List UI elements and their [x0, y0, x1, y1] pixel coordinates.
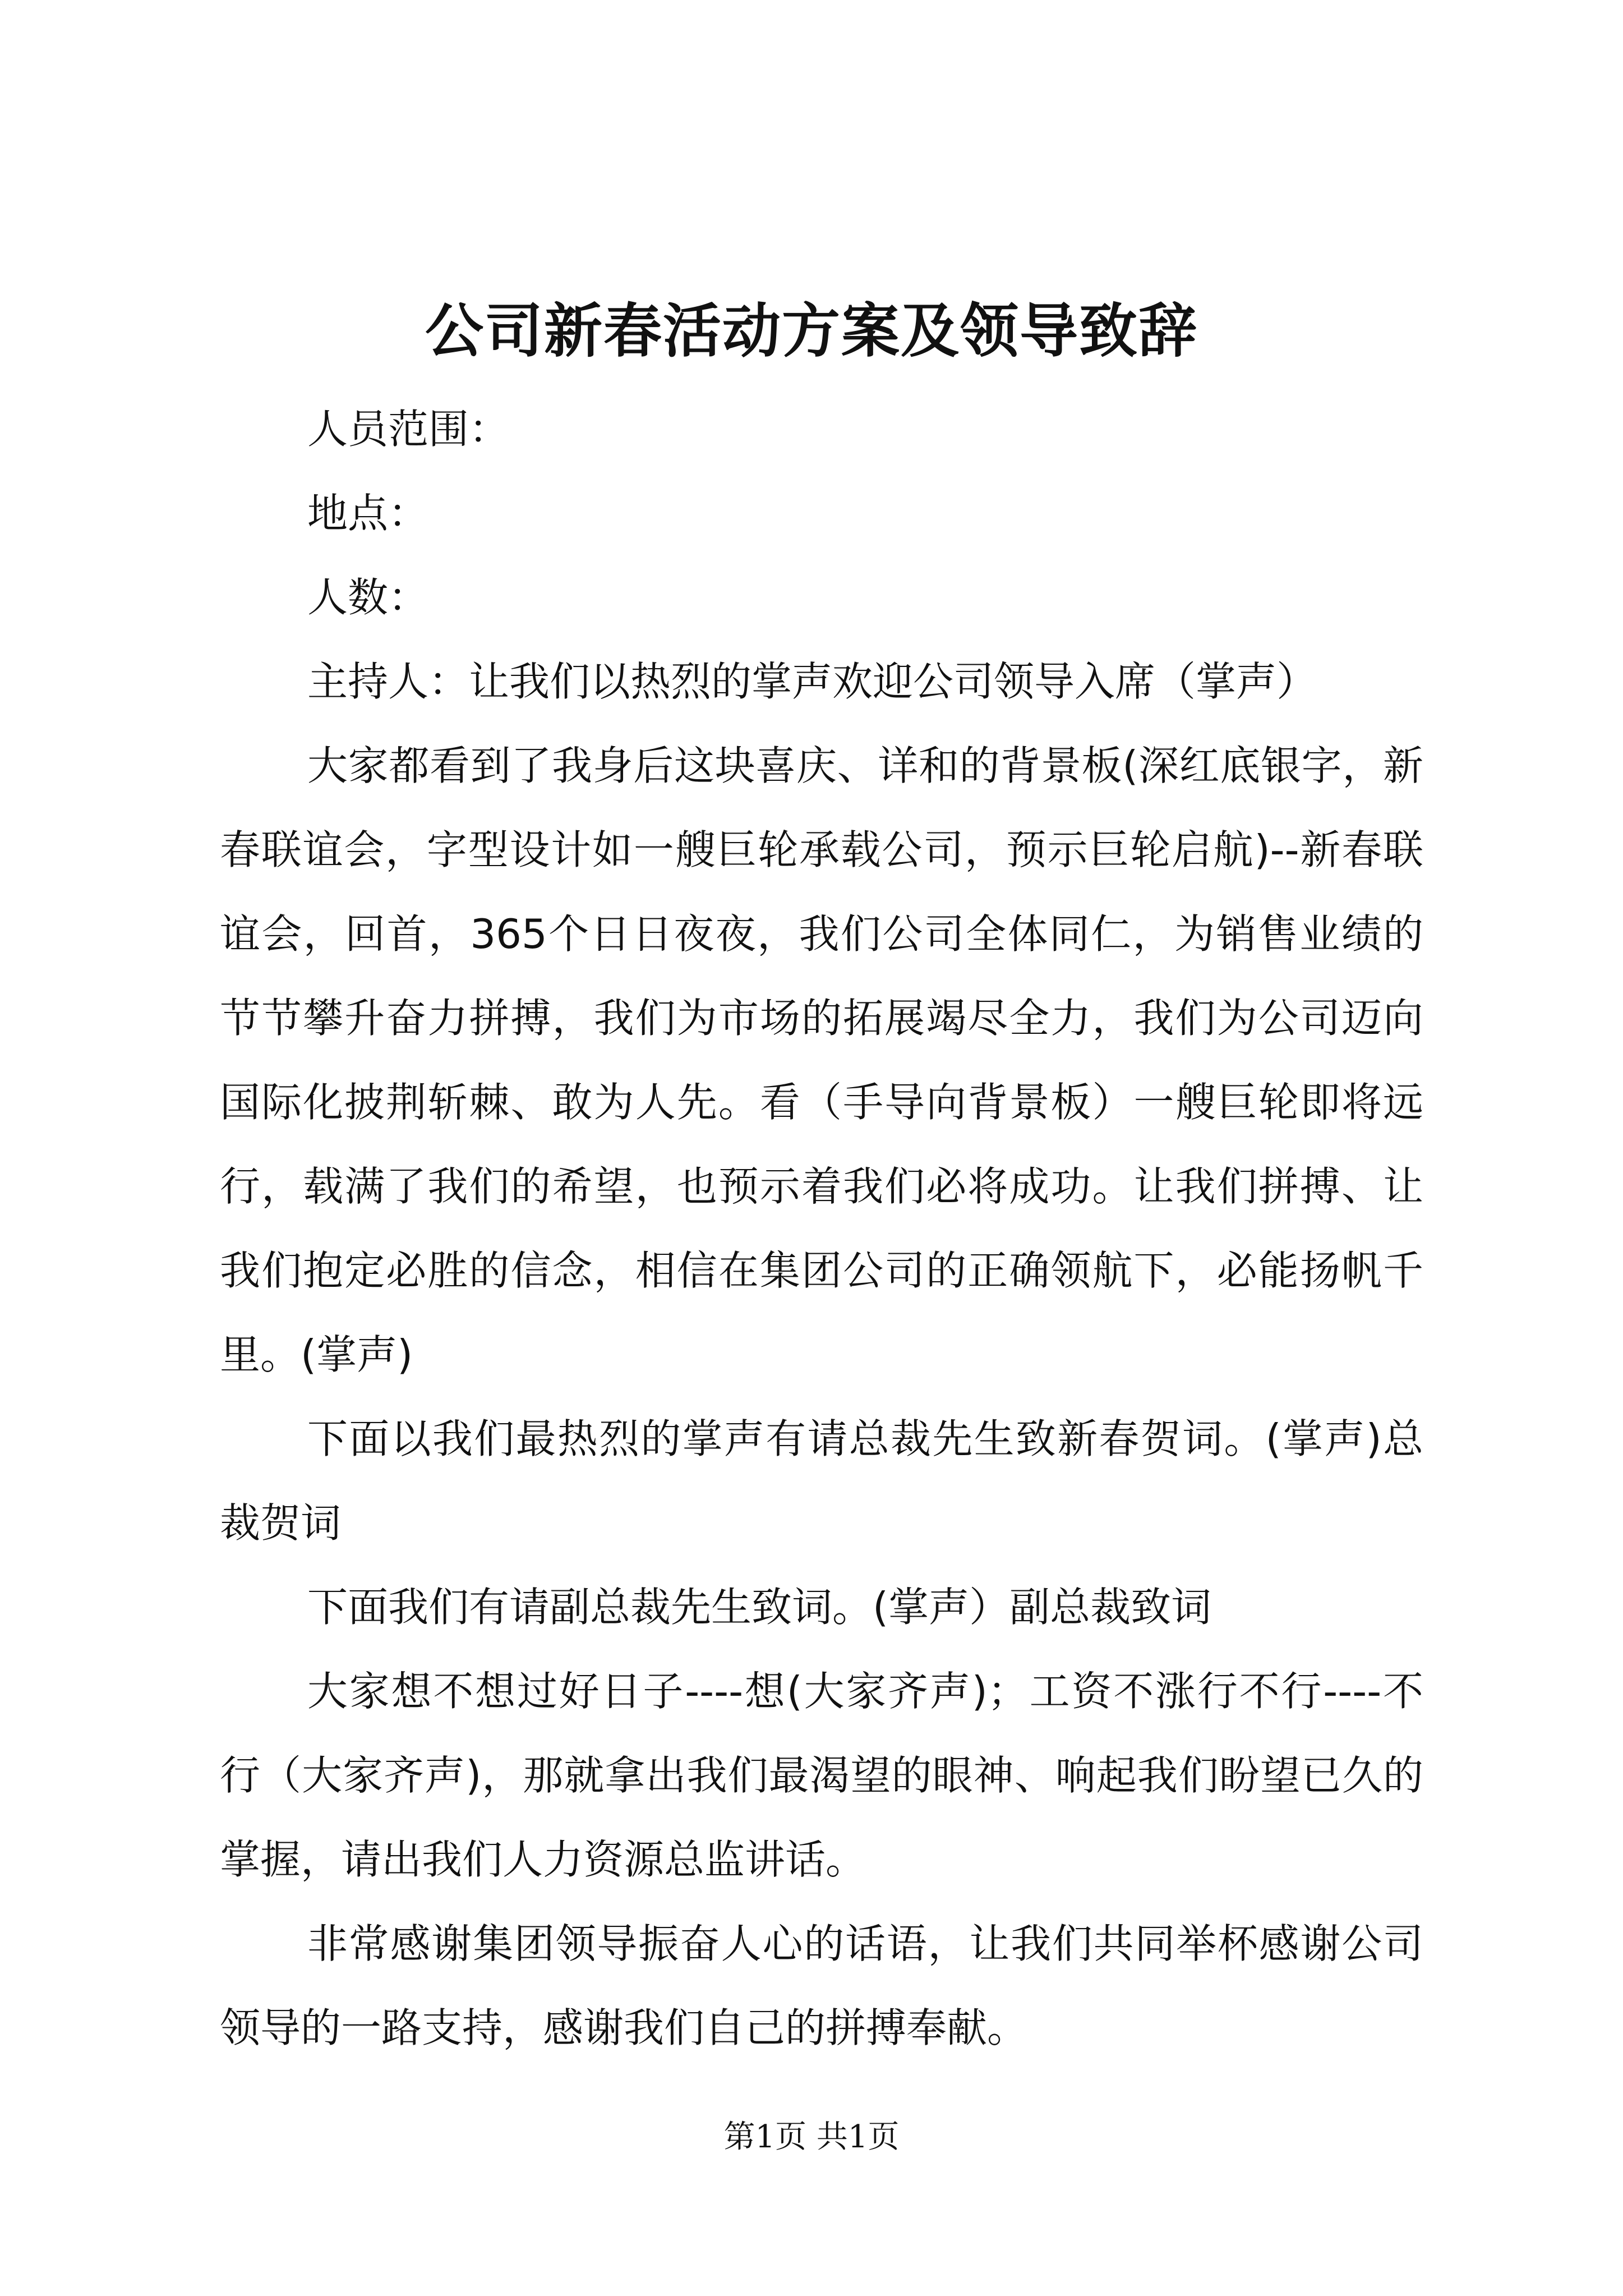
paragraph-vice-president-speech: 下面我们有请副总裁先生致词。(掌声）副总裁致词	[307, 1584, 1212, 1631]
paragraph-personnel-scope: 人员范围：	[307, 406, 510, 453]
paragraph-president-speech: 下面以我们最热烈的掌声有请总裁先生致新春贺词。(掌声)总裁贺词	[220, 1415, 1423, 1547]
paragraph-host-opening: 主持人：让我们以热烈的掌声欢迎公司领导入席（掌声）	[307, 658, 1317, 705]
paragraph-background-board: 大家都看到了我身后这块喜庆、详和的背景板(深红底银字，新春联谊会，字型设计如一艘巨轮承载公司，预示巨轮启航)--新春联谊会，回首，365个日日夜夜，我们公司全体同仁，为销售业绩的节节攀升奋力拼搏，我们为市场的拓展竭尽全力，我们为公司迈向国际化披荆斩棘、敢为人先。看（手导向背景板）一艘巨轮即将远行，载满了我们的希望，也预示着我们必将成功。让我们拼搏、让我们抱定必胜的信念，相信在集团公司的正确领航下，必能扬帆千里。(掌声)	[220, 742, 1423, 1378]
paragraph-location: 地点：	[307, 490, 429, 537]
paragraph-closing-toast: 非常感谢集团领导振奋人心的话语，让我们共同举杯感谢公司领导的一路支持，感谢我们自己的拼搏奉献。	[220, 1920, 1423, 2051]
paragraph-hr-director-intro: 大家想不想过好日子----想(大家齐声)；工资不涨行不行----不行（大家齐声)，那就拿出我们最渴望的眼神、响起我们盼望已久的掌握，请出我们人力资源总监讲话。	[220, 1668, 1423, 1883]
document-title: 公司新春活动方案及领导致辞	[425, 296, 1198, 365]
paragraph-headcount: 人数：	[307, 574, 429, 621]
document-body	[220, 387, 1423, 2070]
page-number-footer: 第1页 共1页	[723, 2119, 900, 2155]
